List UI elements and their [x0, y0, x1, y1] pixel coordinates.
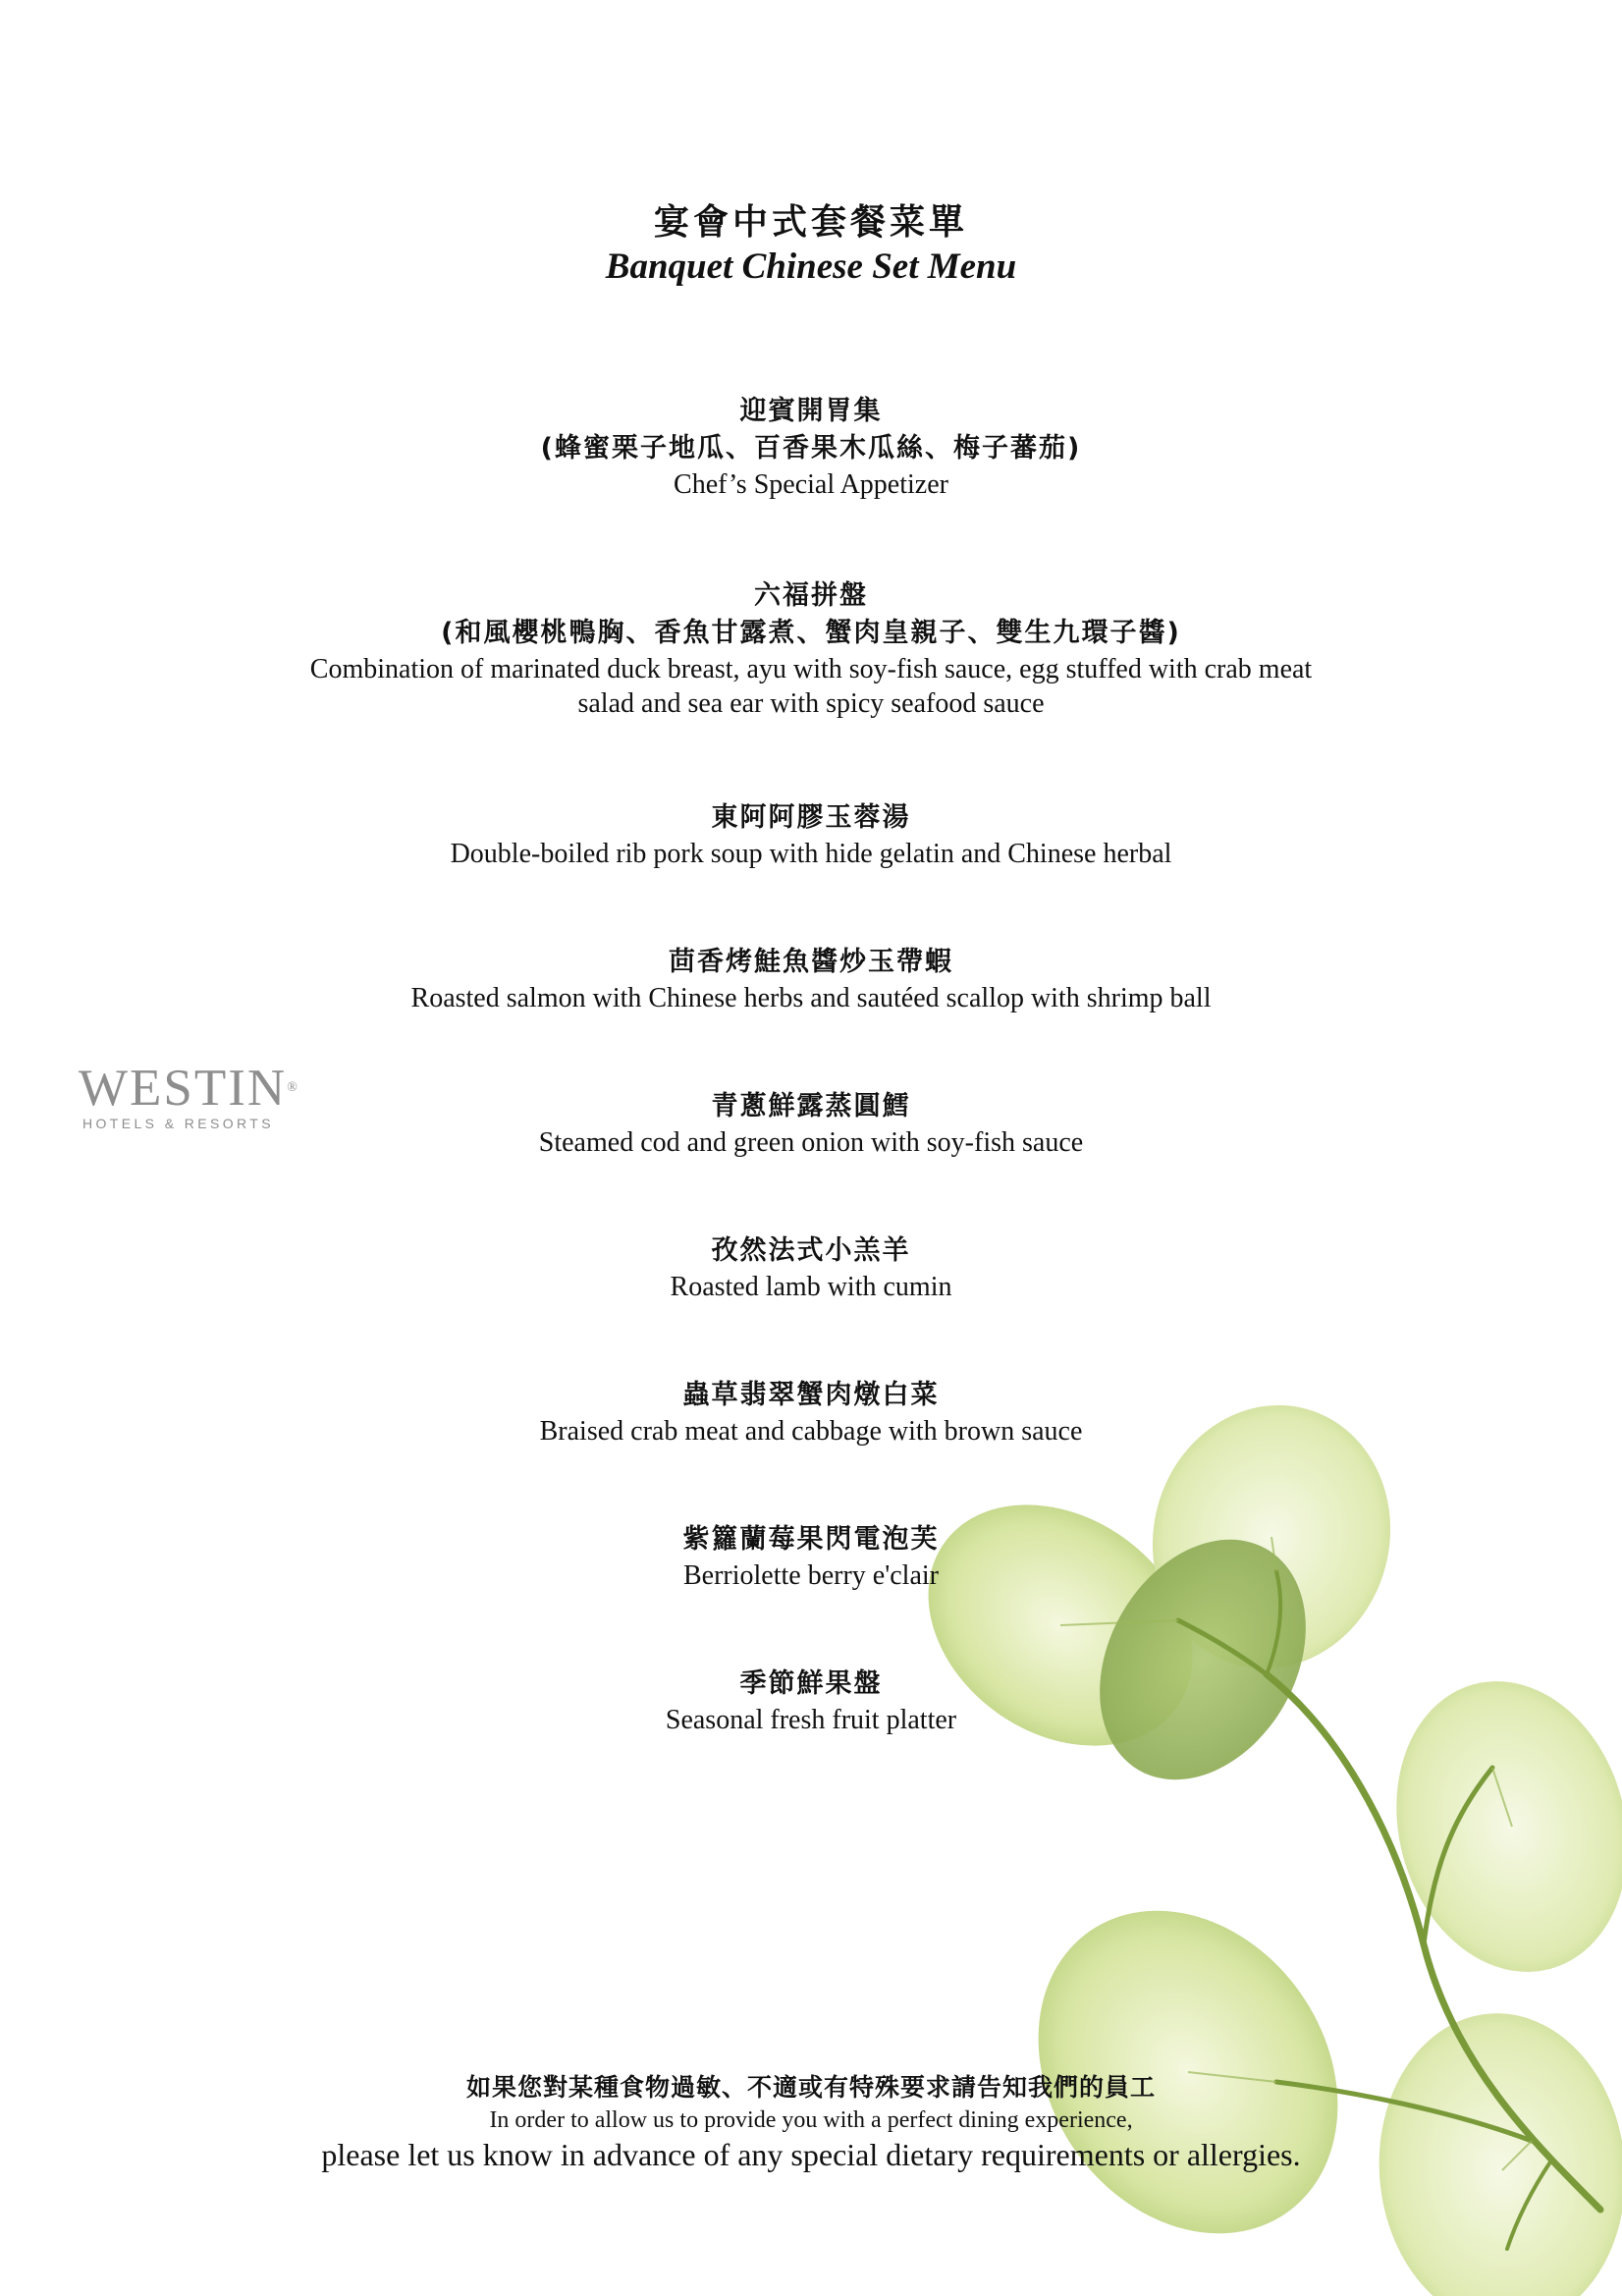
course-name-en: Chef’s Special Appetizer: [674, 469, 948, 500]
course-name-en: Double-boiled rib pork soup with hide gelatin and Chinese herbal: [450, 839, 1172, 869]
page-title-zh: 宴會中式套餐菜單: [653, 202, 968, 243]
course-7: [0, 1377, 1622, 1449]
allergy-notice-en-line2: please let us know in advance of any special dietary requirements or allergies.: [321, 2137, 1301, 2172]
allergy-notice-zh: 如果您對某種食物過敏、不適或有特殊要求請告知我們的員工: [465, 2073, 1156, 2102]
logo-tagline: HOTELS & RESORTS: [82, 1116, 274, 1131]
logo-wordmark: WESTIN: [79, 1060, 288, 1117]
course-3: [0, 799, 1622, 871]
allergy-notice: [0, 2070, 1622, 2174]
course-1: [0, 393, 1622, 502]
course-name-en: Steamed cod and green onion with soy-fish sauce: [538, 1127, 1084, 1158]
course-name-zh: 六福拼盤: [754, 580, 868, 611]
course-name-zh: 迎賓開胃集: [739, 396, 883, 426]
registered-mark: ®: [287, 1080, 299, 1095]
course-4: [0, 944, 1622, 1015]
course-name-zh: 孜然法式小羔羊: [711, 1235, 911, 1266]
course-8: [0, 1521, 1622, 1593]
course-name-en-line2: salad and sea ear with spicy seafood sauce: [577, 688, 1045, 719]
allergy-notice-en-line1: In order to allow us to provide you with a perfect dining experience,: [489, 2107, 1133, 2133]
course-name-zh: 季節鮮果盤: [739, 1668, 883, 1699]
course-name-en: Roasted salmon with Chinese herbs and sautéed scallop with shrimp ball: [410, 983, 1212, 1013]
course-6: [0, 1232, 1622, 1304]
course-detail-zh: (蜂蜜栗子地瓜、百香果木瓜絲、梅子蕃茄): [540, 433, 1082, 464]
course-name-en: Braised crab meat and cabbage with brown sauce: [539, 1416, 1083, 1447]
course-name-en: Seasonal fresh fruit platter: [665, 1705, 957, 1735]
course-name-zh: 茴香烤鮭魚醬炒玉帶蝦: [669, 947, 953, 977]
course-name-zh: 蟲草翡翠蟹肉燉白菜: [682, 1380, 940, 1410]
course-name-en: Berriolette berry e'clair: [682, 1560, 939, 1591]
course-9: [0, 1666, 1622, 1737]
westin-logo: [79, 1060, 299, 1131]
course-name-en: Combination of marinated duck breast, ayu with soy-fish sauce, egg stuffed with crab meat: [309, 654, 1313, 684]
course-name-zh: 東阿阿膠玉蓉湯: [711, 802, 911, 833]
course-name-zh: 青蔥鮮露蒸圓鱈: [711, 1091, 911, 1121]
course-name-zh: 紫籮蘭莓果閃電泡芙: [682, 1524, 940, 1555]
page-title-en: Banquet Chinese Set Menu: [605, 246, 1017, 287]
course-2: [0, 577, 1622, 721]
course-detail-zh: (和風櫻桃鴨胸、香魚甘露煮、蟹肉皇親子、雙生九環子醬): [441, 618, 1181, 648]
course-name-en: Roasted lamb with cumin: [670, 1272, 952, 1302]
